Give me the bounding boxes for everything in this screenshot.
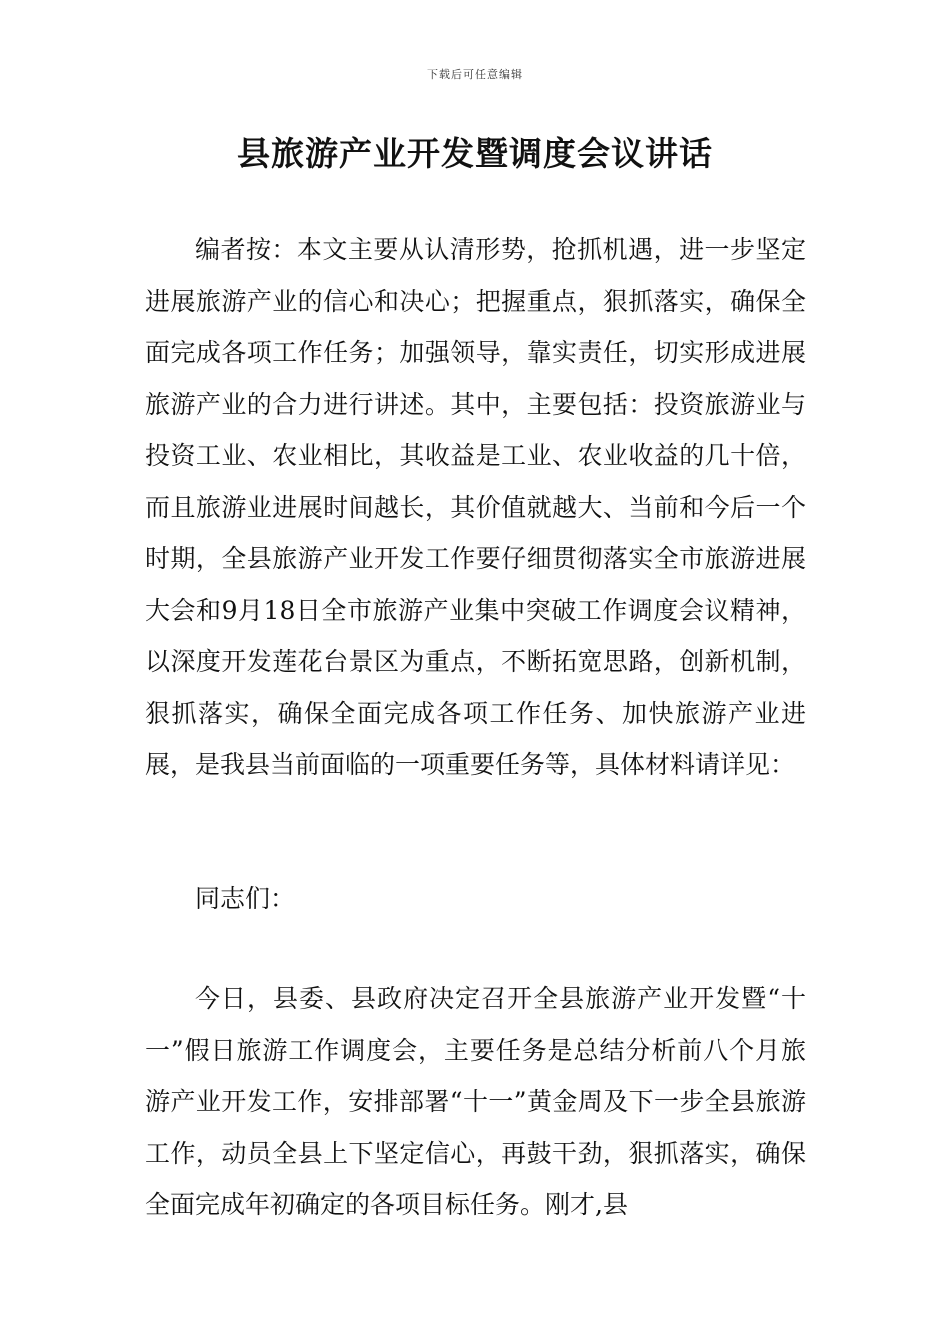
opening-paragraph: 今日，县委、县政府决定召开全县旅游产业开发暨“十一”假日旅游工作调度会，主要任务是总结分析前八个月旅游产业开发工作，安排部署“十一”黄金周及下一步全县旅游工作，动员全县上下坚定信心，再鼓干劲，狠抓落实，确保全面完成年初确定的各项目标任务。刚才,县	[145, 984, 806, 1219]
salutation-paragraph: 同志们：	[195, 884, 296, 913]
header-note: 下载后可任意编辑	[427, 68, 523, 81]
document-title: 县旅游产业开发暨调度会议讲话	[237, 134, 713, 173]
editor-note-paragraph: 编者按：本文主要从认清形势，抢抓机遇，进一步坚定进展旅游产业的信心和决心；把握重点，狠抓落实，确保全面完成各项工作任务；加强领导，靠实责任，切实形成进展旅游产业的合力进行讲述。其中，主要包括：投资旅游业与投资工业、农业相比，其收益是工业、农业收益的几十倍，而且旅游业进展时间越长，其价值就越大、当前和今后一个时期，全县旅游产业开发工作要仔细贯彻落实全市旅游进展大会和9月18日全市旅游产业集中突破工作调度会议精神，以深度开发莲花台景区为重点，不断拓宽思路，创新机制，狠抓落实，确保全面完成各项工作任务、加快旅游产业进展，是我县当前面临的一项重要任务等，具体材料请详见：	[145, 235, 806, 779]
